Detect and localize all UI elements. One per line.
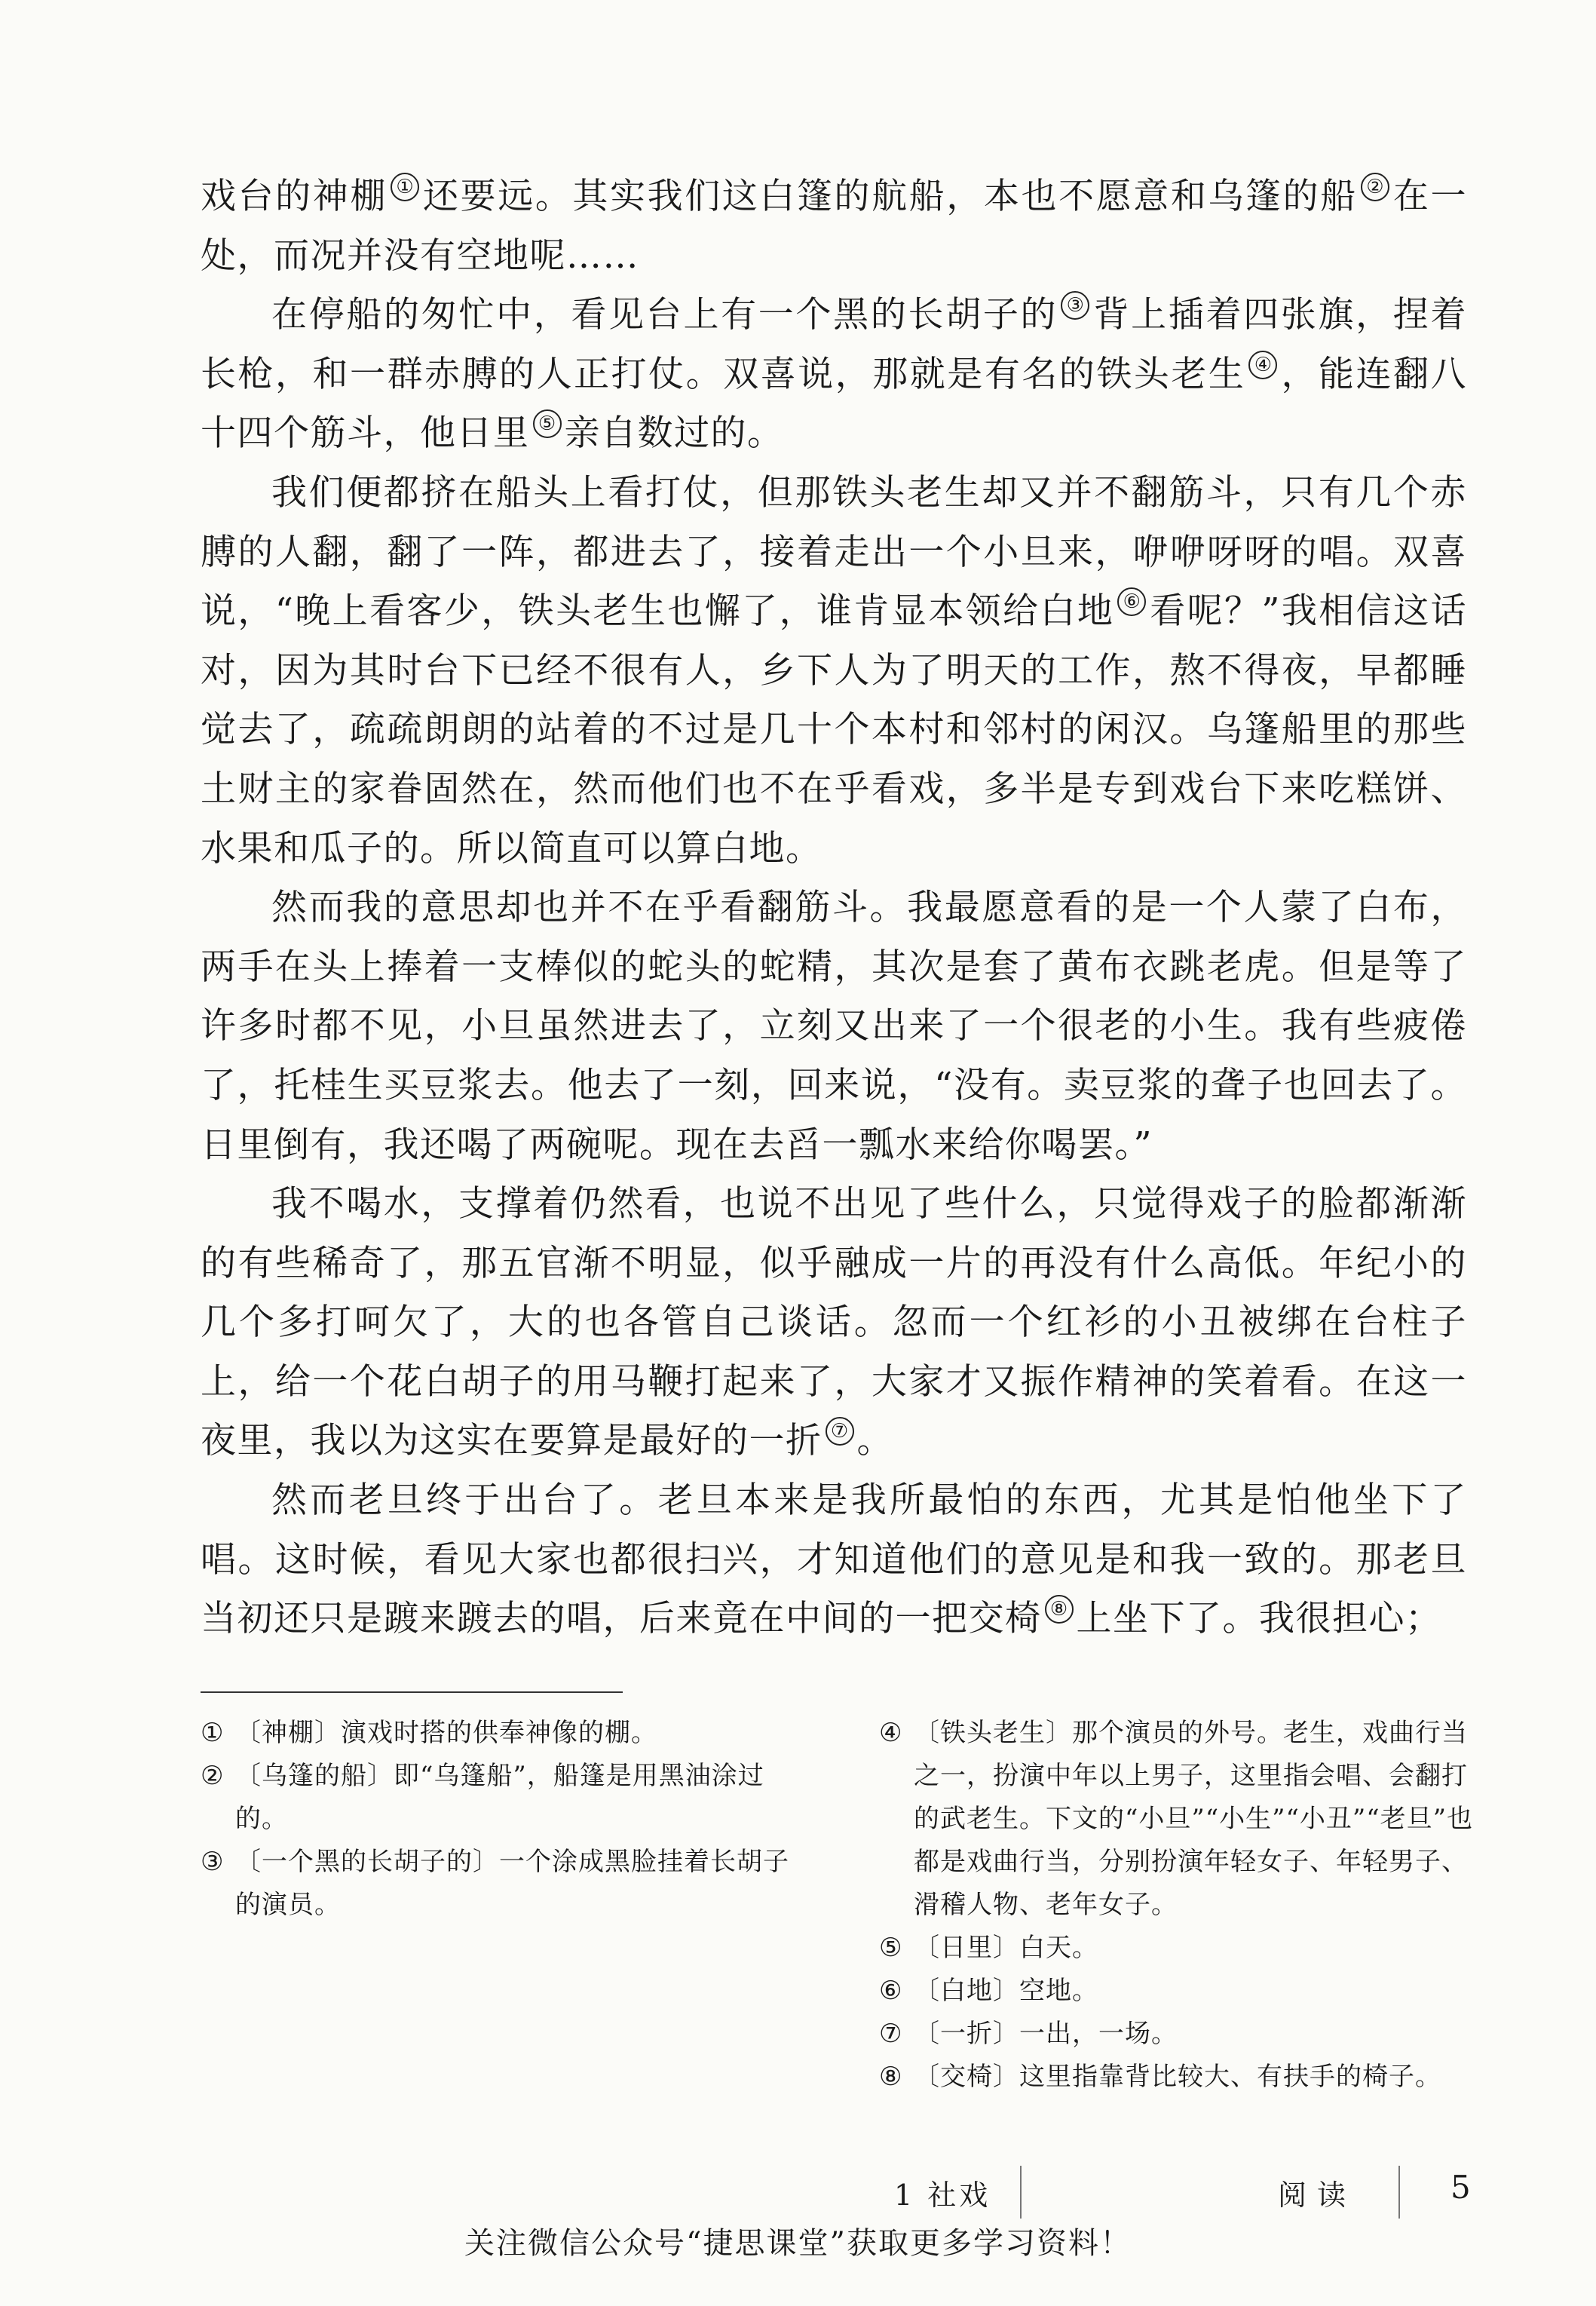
footnote-text: 〔乌篷的船〕即“乌篷船”，船篷是用黑油涂过的。 xyxy=(235,1761,764,1834)
footnote-ref[interactable]: ① xyxy=(391,173,419,201)
paragraph-text: 在一处，而况并没有空地呢…… xyxy=(201,176,1468,277)
footnote-ref[interactable]: ⑤ xyxy=(533,409,562,438)
paragraph-text: ，能连翻八十四个筋斗，他日里 xyxy=(201,353,1468,455)
page-number: 5 xyxy=(1450,2169,1471,2206)
paragraph-text: 背上插着四张旗，捏着长枪，和一群赤膊的人正打仗。双喜说，那就是有名的铁头老生 xyxy=(201,294,1468,395)
footnote-text: 〔一个黑的长胡子的〕一个涂成黑脸挂着长胡子的演员。 xyxy=(235,1847,789,1920)
section-label: 阅读 xyxy=(1278,2179,1357,2212)
footnote-ref[interactable]: ⑧ xyxy=(1045,1595,1074,1624)
footnote-number: ② xyxy=(201,1761,225,1791)
paragraph xyxy=(201,1471,1467,1649)
paragraph-text: 我们便都挤在船头上看打仗，但那铁头老生却又并不翻筋斗，只有几个赤膊的人翻，翻了一阵，都进去了，接着走出一个小旦来，咿咿呀呀的唱。双喜说，“晚上看客少，铁头老生也懈了，谁肯显本领给白地 xyxy=(201,471,1467,633)
footnote-text: 〔一折〕一出，一场。 xyxy=(914,2019,1178,2049)
paragraph-text: 然而老旦终于出台了。老旦本来是我所最怕的东西，尤其是怕他坐下了唱。这时候，看见大家也都很扫兴，才知道他们的意见是和我一致的。那老旦当初还只是踱来踱去的唱，后来竟在中间的一把交椅 xyxy=(201,1480,1467,1640)
footnote-text: 〔交椅〕这里指靠背比较大、有扶手的椅子。 xyxy=(914,2062,1441,2092)
paragraph-text: 看呢？”我相信这话对，因为其时台下已经不很有人，乡下人为了明天的工作，熬不得夜，早都睡觉去了，疏疏朗朗的站着的不过是几十个本村和邻村的闲汉。乌篷船里的那些土财主的家眷固然在，然而他们也不在乎看戏，多半是专到戏台下来吃糕饼、水果和瓜子的。所以简直可以算白地。 xyxy=(201,590,1467,869)
paragraph-text: 戏台的神棚 xyxy=(201,176,388,217)
footnote-number: ① xyxy=(201,1718,225,1748)
footnote-item xyxy=(201,1712,796,1755)
footnote-item xyxy=(879,1712,1475,1927)
footnote-item xyxy=(879,1927,1475,1970)
footer-divider xyxy=(1398,2166,1400,2219)
article-body xyxy=(201,167,1467,1649)
footnote-ref[interactable]: ⑦ xyxy=(826,1417,854,1446)
footnote-divider xyxy=(201,1691,623,1693)
footnote-item xyxy=(879,1970,1475,2013)
footnote-number: ⑧ xyxy=(879,2062,903,2092)
paragraph xyxy=(201,1175,1467,1471)
paragraph xyxy=(201,879,1467,1175)
footer-divider xyxy=(1020,2166,1022,2219)
footnote-ref[interactable]: ② xyxy=(1361,173,1389,201)
footnote-ref[interactable]: ⑥ xyxy=(1117,587,1146,616)
chapter-title: 1 社戏 xyxy=(894,2179,991,2212)
paragraph-text: 然而我的意思却也并不在乎看翻筋斗。我最愿意看的是一个人蒙了白布，两手在头上捧着一支棒似的蛇头的蛇精，其次是套了黄布衣跳老虎。但是等了许多时都不见，小旦虽然进去了，立刻又出来了一个很老的小生。我有些疲倦了，托桂生买豆浆去。他去了一刻，回来说，“没有。卖豆浆的聋子也回去了。日里倒有，我还喝了两碗呢。现在去舀一瓢水来给你喝罢。” xyxy=(201,887,1467,1166)
footnotes xyxy=(201,1712,1475,2099)
footnote-number: ③ xyxy=(201,1847,225,1877)
footnote-item xyxy=(879,2013,1475,2056)
page-footer xyxy=(0,2166,1596,2226)
paragraph-text: 我不喝水，支撑着仍然看，也说不出见了些什么，只觉得戏子的脸都渐渐的有些稀奇了，那五官渐不明显，似乎融成一片的再没有什么高低。年纪小的几个多打呵欠了，大的也各管自己谈话。忽而一个红衫的小丑被绑在台柱子上，给一个花白胡子的用马鞭打起来了，大家才又振作精神的笑着看。在这一夜里，我以为这实在要算是最好的一折 xyxy=(201,1183,1467,1462)
footnote-item xyxy=(879,2056,1475,2099)
paragraph-text: 。 xyxy=(856,1420,893,1462)
paragraph xyxy=(201,167,1467,286)
paragraph xyxy=(201,464,1467,879)
paragraph-text: 亲自数过的。 xyxy=(564,412,784,455)
footnote-number: ⑥ xyxy=(879,1976,903,2006)
footnote-text: 〔日里〕白天。 xyxy=(914,1933,1098,1963)
paragraph-text: 还要远。其实我们这白篷的航船，本也不愿意和乌篷的船 xyxy=(421,176,1358,217)
footnote-number: ⑦ xyxy=(879,2019,903,2049)
footnote-text: 〔白地〕空地。 xyxy=(914,1976,1098,2006)
footnote-item xyxy=(201,1841,796,1927)
footnote-ref[interactable]: ④ xyxy=(1248,351,1277,379)
paragraph-text: 在停船的匆忙中，看见台上有一个黑的长胡子的 xyxy=(271,294,1058,336)
footnote-text: 〔铁头老生〕那个演员的外号。老生，戏曲行当之一，扮演中年以上男子，这里指会唱、会翻打的武老生。下文的“小旦”“小生”“小丑”“老旦”也都是戏曲行当，分别扮演年轻女子、年轻男子、滑稽人物、老年女子。 xyxy=(914,1718,1474,1920)
footnote-number: ⑤ xyxy=(879,1933,903,1963)
paragraph xyxy=(201,286,1467,464)
footnote-ref[interactable]: ③ xyxy=(1061,291,1089,320)
footnote-item xyxy=(201,1755,796,1841)
paragraph-text: 上坐下了。我很担心； xyxy=(1076,1598,1442,1640)
footnote-text: 〔神棚〕演戏时搭的供奉神像的棚。 xyxy=(235,1718,657,1748)
footnote-number: ④ xyxy=(879,1718,903,1748)
promo-notice: 关注微信公众号“捷思课堂”获取更多学习资料！ xyxy=(464,2226,1132,2261)
